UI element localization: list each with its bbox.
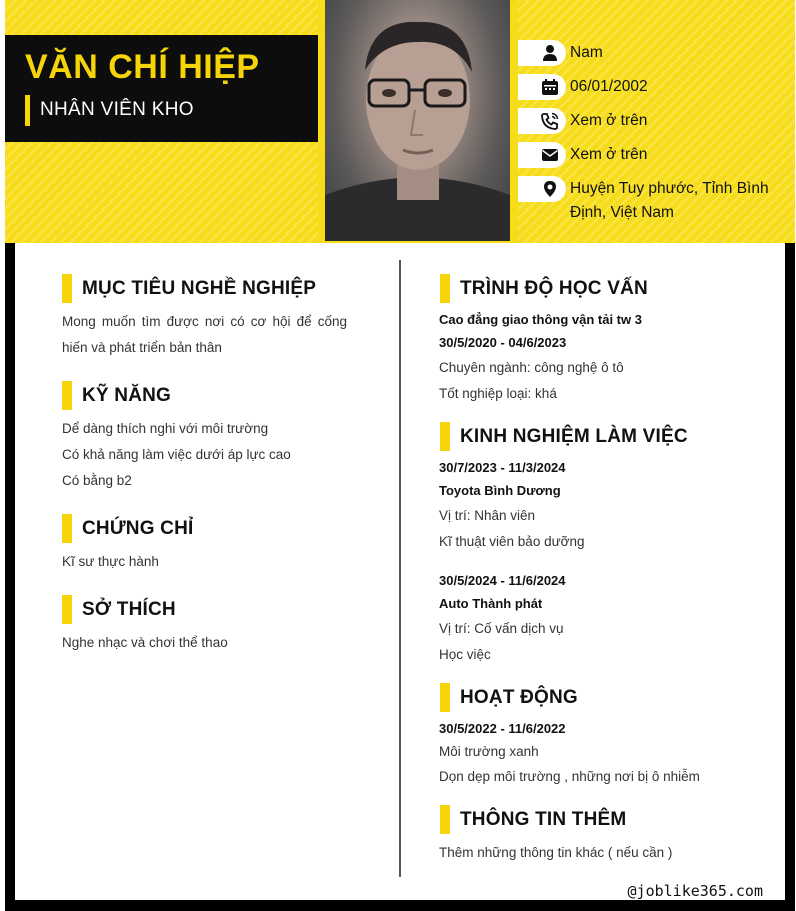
extra-info-text: Thêm những thông tin khác ( nếu cần ) bbox=[439, 845, 673, 860]
experience-title: KINH NGHIỆM LÀM VIỆC bbox=[460, 426, 688, 447]
certificates-title: CHỨNG CHỈ bbox=[82, 518, 194, 539]
candidate-name: VĂN CHÍ HIỆP bbox=[25, 48, 260, 86]
envelope-icon-badge bbox=[518, 142, 566, 168]
section-accent-bar bbox=[440, 274, 450, 303]
address-text: Huyện Tuy phước, Tỉnh Bình Định, Việt Nam bbox=[570, 180, 769, 221]
watermark: @joblike365.com bbox=[627, 882, 763, 900]
job-position: Vị trí: Nhân viên bbox=[439, 508, 536, 523]
job-company: Auto Thành phát bbox=[439, 596, 543, 611]
objective-title: MỤC TIÊU NGHỀ NGHIỆP bbox=[82, 278, 317, 299]
job-company: Toyota Bình Dương bbox=[439, 483, 561, 498]
activities-title: HOẠT ĐỘNG bbox=[460, 687, 578, 708]
activity-org: Môi trường xanh bbox=[439, 744, 539, 759]
skill-item: Có khả năng làm việc dưới áp lực cao bbox=[62, 447, 291, 462]
job-description: Kĩ thuật viên bảo dưỡng bbox=[439, 534, 585, 549]
candidate-role: NHÂN VIÊN KHO bbox=[40, 99, 194, 120]
user-icon bbox=[541, 44, 559, 62]
job-position: Vị trí: Cố vấn dịch vụ bbox=[439, 621, 564, 636]
portrait-illustration bbox=[325, 0, 510, 241]
phone-text: Xem ở trên bbox=[570, 112, 648, 129]
dob-text: 06/01/2002 bbox=[570, 78, 648, 95]
activity-period: 30/5/2022 - 11/6/2022 bbox=[439, 721, 566, 736]
envelope-icon bbox=[541, 146, 559, 164]
job-period: 30/5/2024 - 11/6/2024 bbox=[439, 573, 566, 588]
hobbies-title: SỞ THÍCH bbox=[82, 599, 176, 620]
section-accent-bar bbox=[62, 274, 72, 303]
location-pin-icon bbox=[541, 180, 559, 198]
user-icon-badge bbox=[518, 40, 566, 66]
gender-text: Nam bbox=[570, 44, 603, 61]
skills-title: KỸ NĂNG bbox=[82, 385, 172, 406]
column-divider bbox=[399, 260, 401, 877]
hobby-item: Nghe nhạc và chơi thể thao bbox=[62, 635, 228, 650]
section-accent-bar bbox=[62, 595, 72, 624]
section-accent-bar bbox=[440, 805, 450, 834]
calendar-icon-badge bbox=[518, 74, 566, 100]
job-description: Học việc bbox=[439, 647, 491, 662]
job-period: 30/7/2023 - 11/3/2024 bbox=[439, 460, 566, 475]
profile-photo bbox=[325, 0, 510, 241]
activity-description: Dọn dẹp môi trường , những nơi bị ô nhiễm bbox=[439, 769, 700, 784]
education-grade: Tốt nghiệp loại: khá bbox=[439, 386, 557, 401]
photo-frame bbox=[318, 0, 518, 243]
phone-icon-badge bbox=[518, 108, 566, 134]
section-accent-bar bbox=[440, 683, 450, 712]
education-major: Chuyên ngành: công nghệ ô tô bbox=[439, 360, 624, 375]
role-accent-bar bbox=[25, 95, 30, 126]
location-pin-icon-badge bbox=[518, 176, 566, 202]
education-title: TRÌNH ĐỘ HỌC VẤN bbox=[460, 278, 648, 299]
skill-item: Có bằng b2 bbox=[62, 473, 132, 488]
email-text: Xem ở trên bbox=[570, 146, 648, 163]
section-accent-bar bbox=[62, 514, 72, 543]
calendar-icon bbox=[541, 78, 559, 96]
phone-icon bbox=[541, 112, 559, 130]
education-period: 30/5/2020 - 04/6/2023 bbox=[439, 335, 567, 350]
education-school: Cao đẳng giao thông vận tải tw 3 bbox=[439, 312, 642, 327]
section-accent-bar bbox=[440, 422, 450, 451]
contact-panel bbox=[518, 0, 795, 243]
objective-text: Mong muốn tìm được nơi có cơ hội để cống hiến và phát triển bản thân bbox=[62, 314, 347, 355]
extra-info-title: THÔNG TIN THÊM bbox=[460, 809, 627, 830]
section-accent-bar bbox=[62, 381, 72, 410]
certificate-item: Kĩ sư thực hành bbox=[62, 554, 159, 569]
skill-item: Dể dàng thích nghi với môi trường bbox=[62, 421, 269, 436]
